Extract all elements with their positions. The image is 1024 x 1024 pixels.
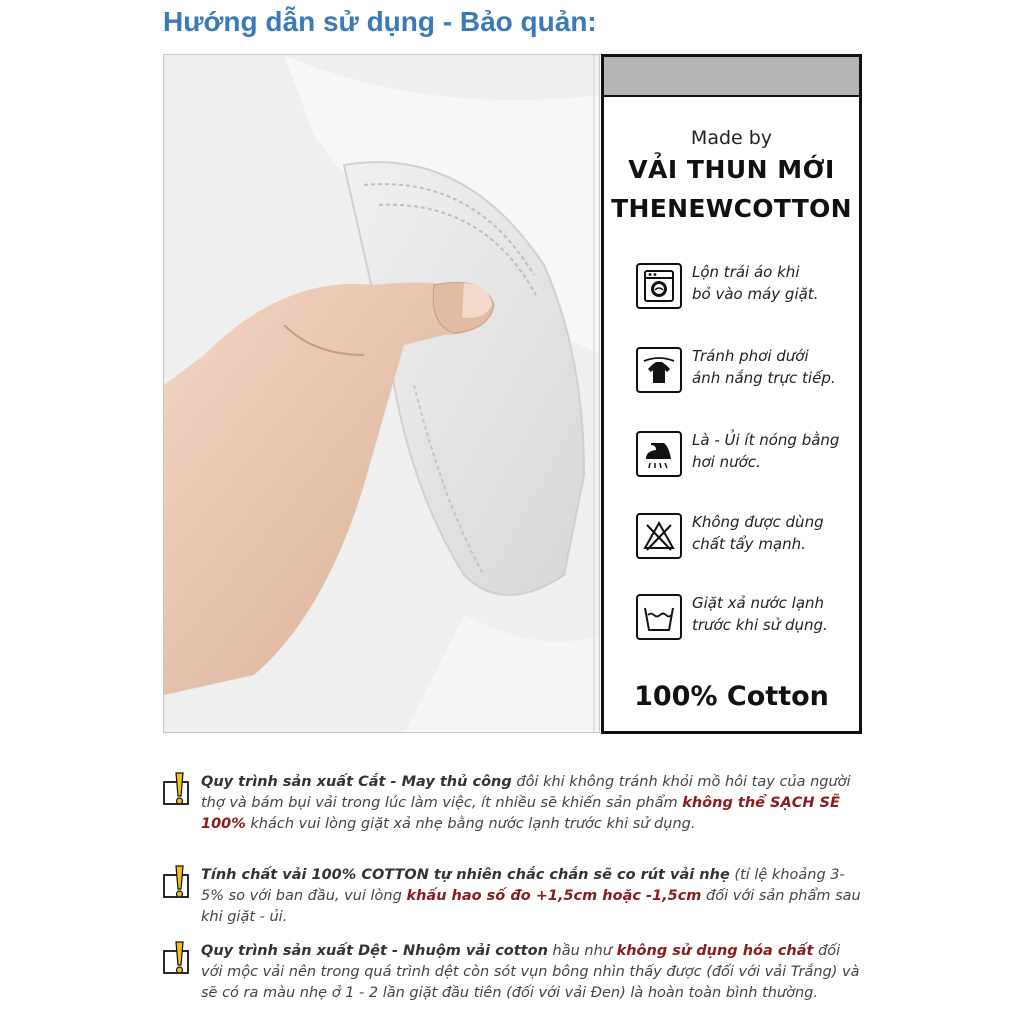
care-text-line1: Là - Ủi ít nóng bằng: [692, 431, 840, 449]
care-text-line2: hơi nước.: [692, 453, 761, 471]
care-item-ironing: [636, 431, 858, 481]
note-body: hầu như: [547, 943, 617, 959]
care-text-line1: Tránh phơi dưới: [692, 347, 809, 365]
page-title: Hướng dẫn sử dụng - Bảo quản:: [163, 6, 597, 37]
warning-icon: [163, 941, 193, 985]
warning-icon: [163, 772, 193, 816]
no-bleach-icon: [636, 513, 682, 559]
note-body: đôi khi không tránh khỏi mồ hôi tay của người thợ và bám bụi vải trong lúc làm việc, ít nhiều sẽ khiến sản phẩm: [201, 774, 851, 811]
note-highlight: không sử dụng hóa chất: [616, 943, 814, 959]
care-item-rinse: [636, 594, 858, 644]
note-body: đối với mộc vải nên trong quá trình dệt còn sót vụn bông nhìn thấy được (đối với vải Trắng) và sẽ có ra màu nhẹ ở 1 - 2 lần giặt đầu tiên (đối với vải Đen) là hoàn toàn bình thường.: [201, 943, 860, 1001]
note-body: (tỉ lệ khoảng 3-5% so với ban đầu, vui lòng: [201, 867, 845, 904]
note-lead: Quy trình sản xuất Dệt - Nhuộm vải cotton: [201, 943, 548, 959]
note-body: đối với sản phẩm sau khi giặt - ủi.: [201, 888, 861, 925]
iron-icon: [636, 431, 682, 477]
note-text: [201, 941, 866, 1004]
care-item-drying: [636, 347, 858, 397]
brand-name: VẢI THUN MỚI: [628, 155, 835, 184]
care-text-line1: Lộn trái áo khi: [692, 263, 800, 281]
care-text-line1: Giặt xả nước lạnh: [692, 594, 825, 612]
care-text-line2: trước khi sử dụng.: [692, 616, 828, 634]
care-text-line2: bỏ vào máy giặt.: [692, 285, 819, 303]
care-item-washing: [636, 263, 858, 313]
care-text-line2: chất tẩy mạnh.: [692, 535, 806, 553]
fabric-photo: [163, 54, 600, 733]
care-label-header: [604, 57, 859, 97]
shirt-drying-icon: [636, 347, 682, 393]
warning-icon: [163, 865, 193, 909]
care-label: [601, 54, 862, 734]
material-text: 100% Cotton: [634, 681, 829, 712]
note-highlight: không thể SẠCH SẼ 100%: [201, 795, 840, 832]
brand-name-english: THENEWCOTTON: [611, 194, 852, 223]
wash-basin-icon: [636, 594, 682, 640]
washing-machine-icon: [636, 263, 682, 309]
note-highlight: khấu hao số đo +1,5cm hoặc -1,5cm: [406, 888, 702, 904]
care-text-line2: ánh nắng trực tiếp.: [692, 369, 836, 387]
note-lead: Tính chất vải 100% COTTON tự nhiên chắc chắn sẽ co rút vải nhẹ: [201, 867, 730, 883]
care-item-bleach: [636, 513, 858, 563]
note-text: [201, 772, 866, 835]
note-text: [201, 865, 866, 928]
care-text-line1: Không được dùng: [692, 513, 824, 531]
note-lead: Quy trình sản xuất Cắt - May thủ công: [201, 774, 512, 790]
note-body: khách vui lòng giặt xả nhẹ bằng nước lạnh trước khi sử dụng.: [245, 816, 696, 832]
made-by-text: Made by: [690, 127, 773, 149]
